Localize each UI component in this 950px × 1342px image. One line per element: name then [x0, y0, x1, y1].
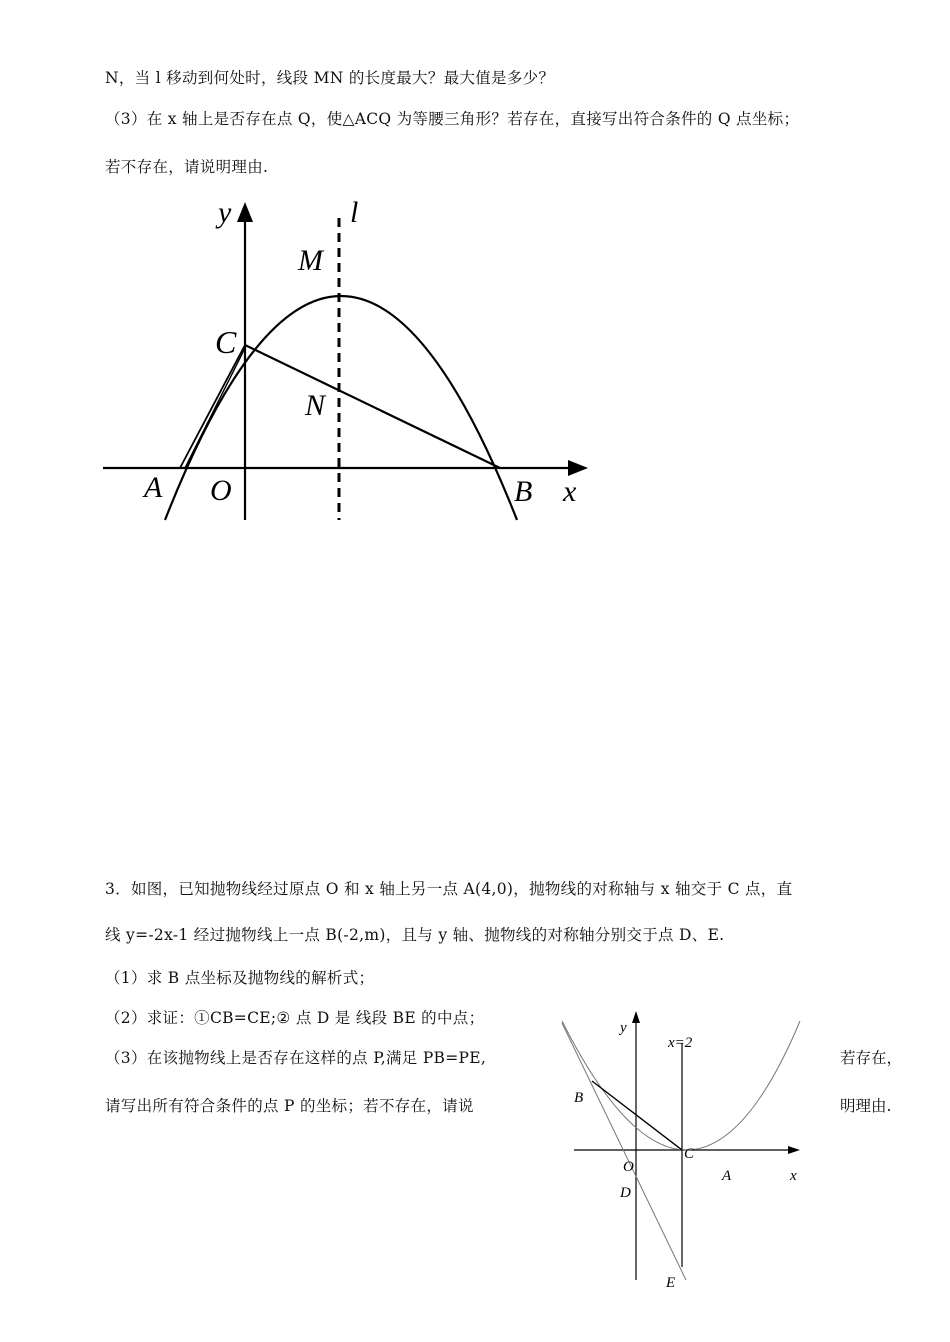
label-m: M — [298, 244, 323, 277]
label-e: E — [666, 1275, 676, 1291]
p3-q3-left: （3）在该抛物线上是否存在这样的点 P,满足 PB=PE, — [105, 1049, 487, 1067]
label-o: O — [210, 474, 232, 507]
y-axis-arrow-icon — [632, 1011, 640, 1023]
p3-q2: （2）求证：①CB=CE;② 点 D 是 线段 BE 的中点； — [105, 1009, 485, 1027]
label-n: N — [305, 389, 326, 422]
p2-line2: （3）在 x 轴上是否存在点 Q，使△ACQ 为等腰三角形？若存在，直接写出符合条件的 Q 点坐标； — [105, 110, 800, 128]
p3-q3-right: 若存在， — [840, 1049, 903, 1067]
figure-parabola-mn — [0, 190, 620, 530]
label-b: B — [514, 475, 533, 508]
p3-line1: 3．如图，已知抛物线经过原点 O 和 x 轴上另一点 A(4,0)，抛物线的对称轴与 x 轴交于 C 点，直 — [105, 880, 793, 898]
p3-q1: （1）求 B 点坐标及抛物线的解析式； — [105, 969, 375, 987]
label-c: C — [215, 324, 237, 360]
segment-bc — [592, 1081, 682, 1150]
label-y: y — [620, 1020, 627, 1036]
label-c: C — [684, 1146, 695, 1162]
p3-q4-left: 请写出所有符合条件的点 P 的坐标；若不存在，请说 — [105, 1097, 474, 1115]
label-d: D — [620, 1185, 631, 1201]
p2-line3: 若不存在，请说明理由. — [105, 158, 269, 176]
label-b: B — [574, 1090, 584, 1106]
label-y: y — [218, 196, 232, 229]
segment-ac-2 — [185, 348, 245, 468]
line-bde — [562, 1023, 686, 1280]
figure-parabola-bce — [550, 1005, 810, 1305]
segment-cb — [245, 345, 500, 468]
y-axis-arrow-icon — [237, 202, 253, 222]
label-l: l — [350, 196, 359, 229]
p2-line1: N，当 l 移动到何处时，线段 MN 的长度最大？最大值是多少？ — [105, 69, 555, 87]
label-x: x — [563, 475, 577, 508]
p3-q4-right: 明理由. — [840, 1097, 892, 1115]
label-a: A — [722, 1168, 732, 1184]
label-o: O — [623, 1159, 634, 1175]
label-x-eq-2: x=2 — [668, 1035, 693, 1051]
label-a: A — [144, 471, 163, 504]
p3-line2: 线 y=-2x-1 经过抛物线上一点 B(-2,m)，且与 y 轴、抛物线的对称轴分别交于点 D、E. — [105, 926, 725, 944]
label-x: x — [790, 1168, 797, 1184]
x-axis-arrow-icon — [568, 460, 588, 476]
x-axis-arrow-icon — [788, 1146, 800, 1154]
segment-ac — [180, 345, 245, 468]
